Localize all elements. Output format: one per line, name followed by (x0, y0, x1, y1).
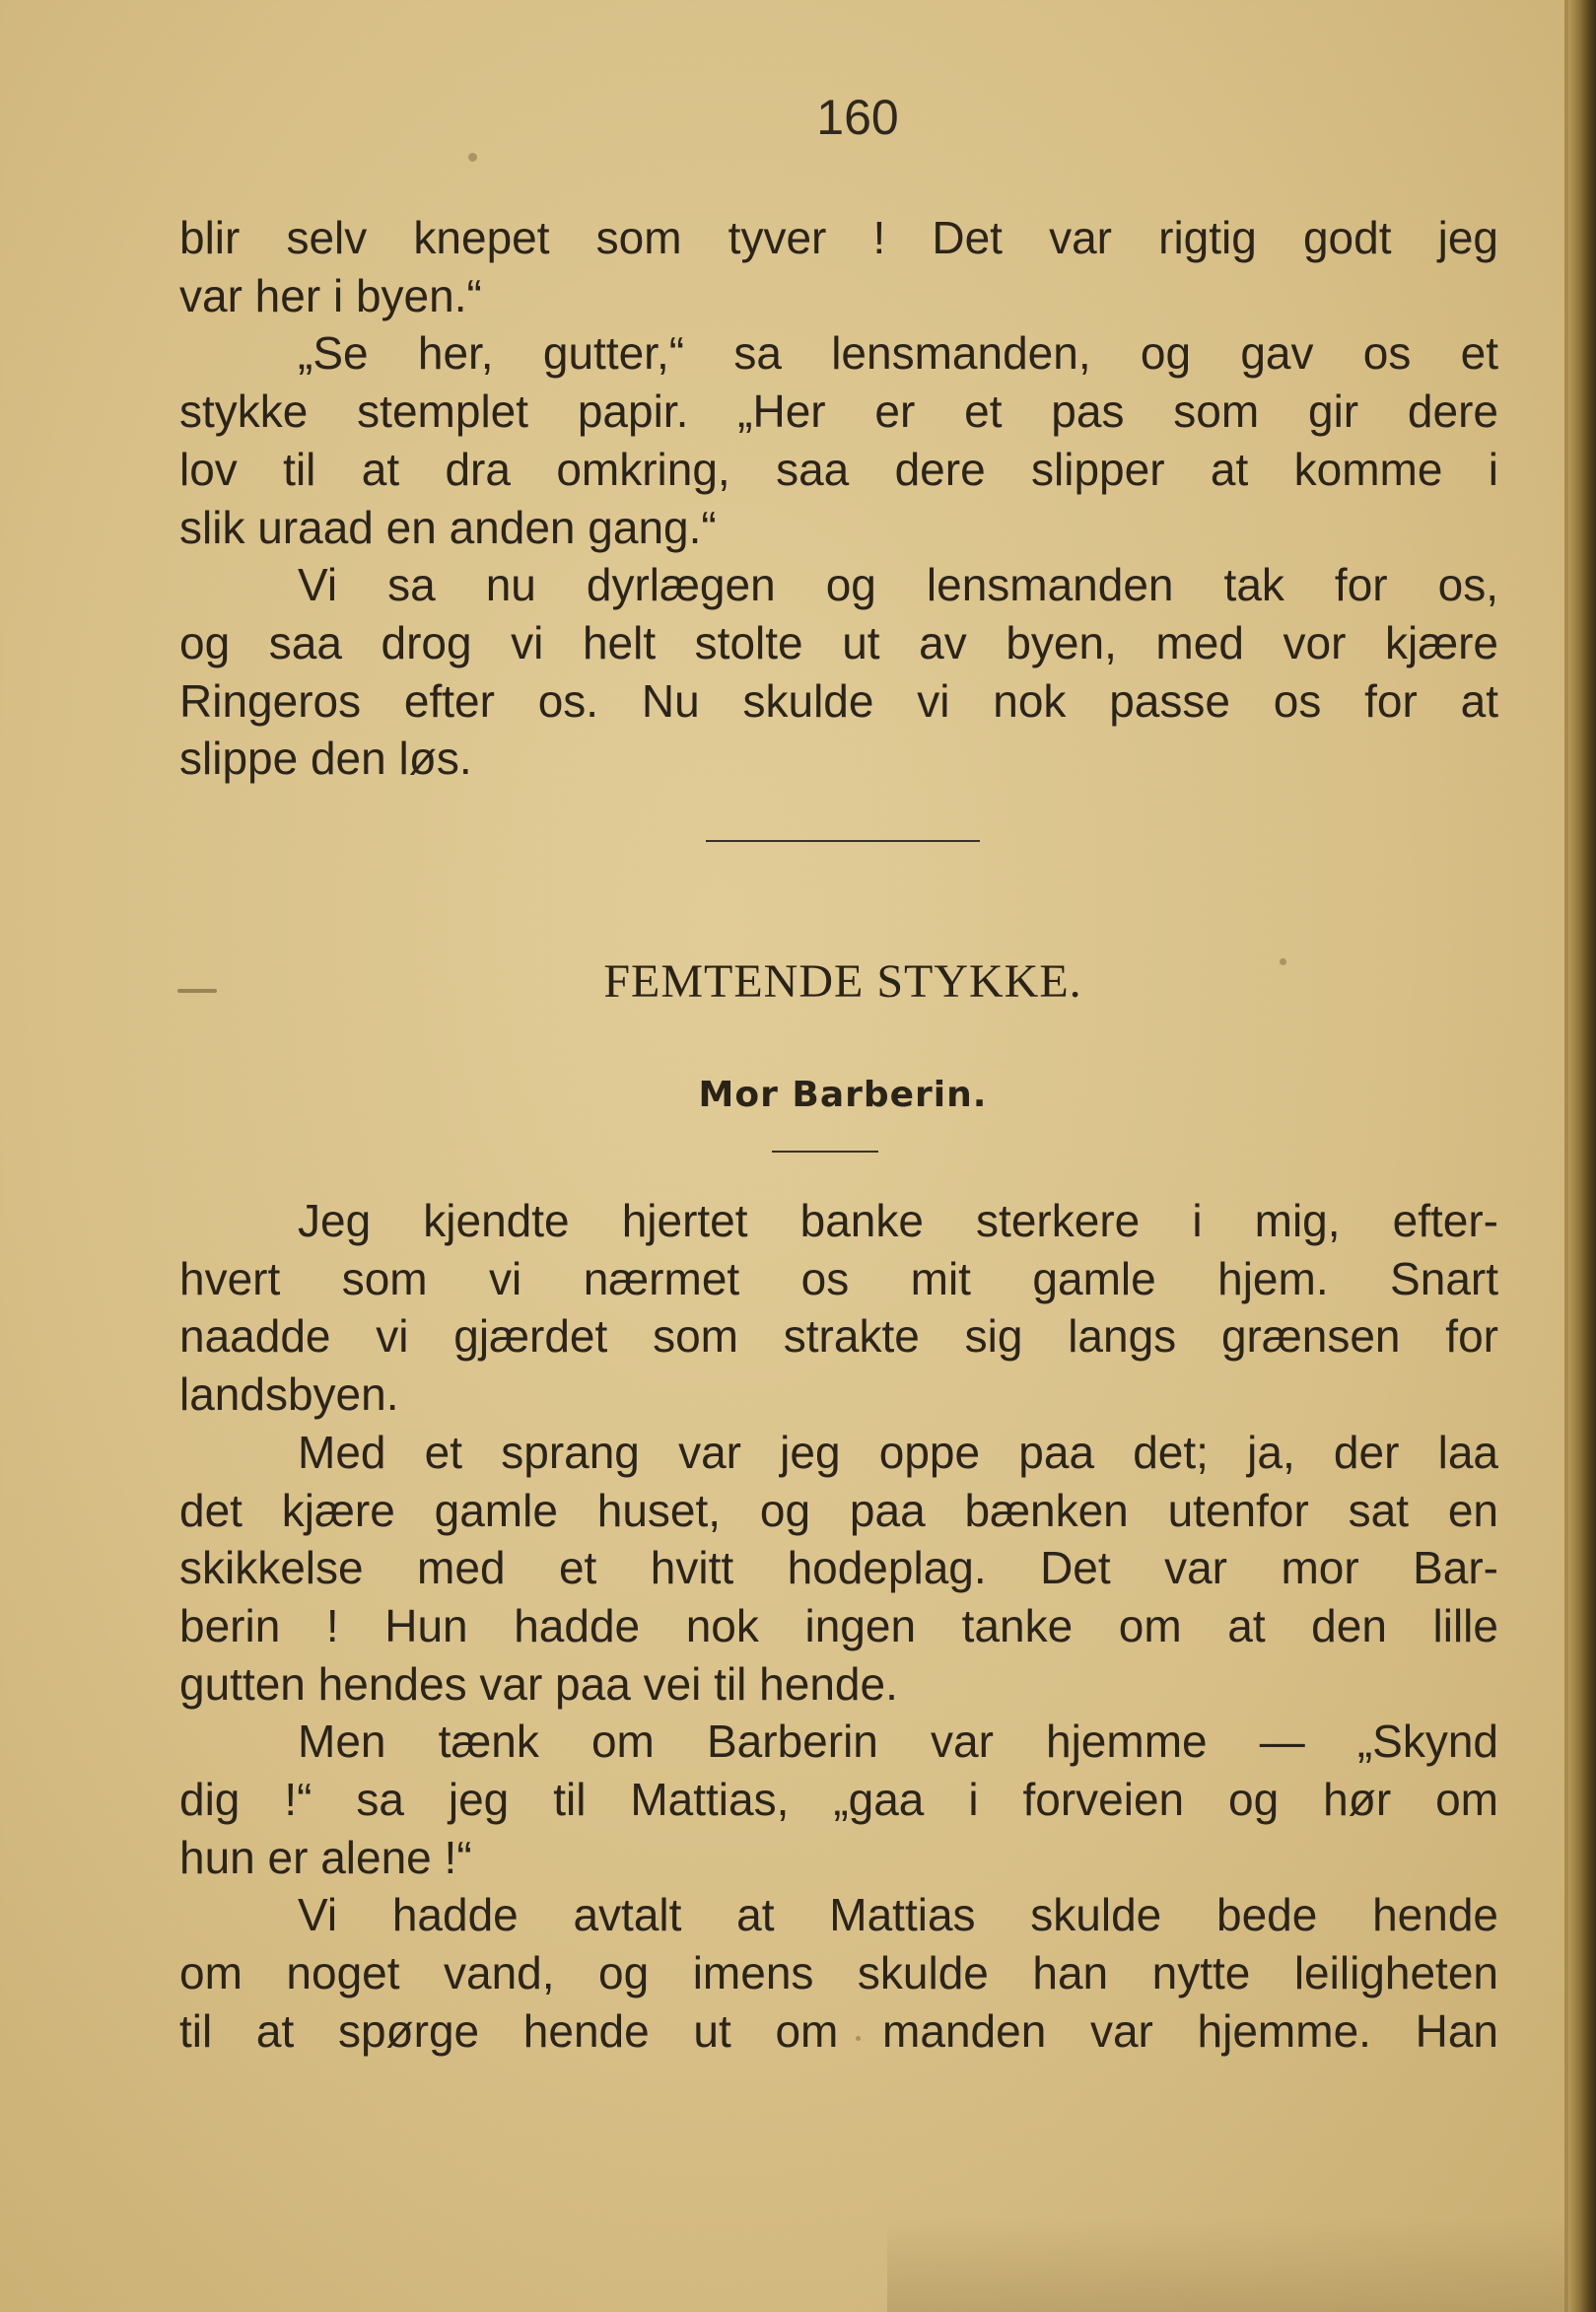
text-line: Ringeros efter os. Nu skulde vi nok passe os for at (179, 674, 1498, 727)
text-line: Vi hadde avtalt at Mattias skulde bede hende (298, 1889, 1498, 1941)
text-line: og saa drog vi helt stolte ut av byen, med vor kjære (179, 616, 1498, 668)
text-line: dig !“ sa jeg til Mattias, „gaa i forveien og hør om (179, 1774, 1498, 1826)
text-line: hvert som vi nærmet os mit gamle hjem. Snart (179, 1252, 1498, 1304)
text-line: landsbyen. (179, 1368, 399, 1421)
text-line: blir selv knepet som tyver ! Det var rigtig godt jeg (179, 212, 1498, 263)
text-line: skikkelse med et hvitt hodeplag. Det var mor Bar- (179, 1542, 1498, 1594)
text-line: Jeg kjendte hjertet banke sterkere i mig, efter- (298, 1195, 1498, 1246)
text-line: berin ! Hun hadde nok ingen tanke om at den lille (179, 1599, 1498, 1651)
text-line: var her i byen.“ (179, 269, 482, 321)
text-line: naadde vi gjærdet som strakte sig langs grænsen for (179, 1310, 1498, 1363)
text-line: om noget vand, og imens skulde han nytte leiligheten (179, 1947, 1498, 1999)
paper-speck (468, 153, 477, 162)
section-divider (706, 840, 980, 842)
book-spine-edge (1568, 0, 1596, 2312)
chapter-subtitle: Mor Barberin. (698, 1075, 988, 1115)
subtitle-divider (772, 1151, 878, 1153)
text-line: til at spørge hende ut om manden var hjemme. Han (179, 2004, 1498, 2057)
page-number: 160 (816, 90, 899, 145)
text-line: Men tænk om Barberin var hjemme — „Skynd (298, 1716, 1498, 1768)
text-line: gutten hendes var paa vei til hende. (179, 1657, 898, 1710)
text-line: Med et sprang var jeg oppe paa det; ja, der laa (298, 1426, 1498, 1478)
text-section-1 (179, 209, 1498, 788)
text-line: stykke stemplet papir. „Her er et pas som gir dere (179, 385, 1498, 438)
text-line: slik uraad en anden gang.“ (179, 501, 717, 553)
text-line: slippe den løs. (179, 733, 472, 785)
page-shadow (887, 2218, 1567, 2312)
text-line: „Se her, gutter,“ sa lensmanden, og gav os et (298, 327, 1498, 380)
chapter-title: FEMTENDE STYKKE. (603, 955, 1082, 1008)
text-line: lov til at dra omkring, saa dere slipper at komme i (179, 443, 1498, 495)
text-line: Vi sa nu dyrlægen og lensmanden tak for os, (298, 559, 1498, 611)
text-line: hun er alene !“ (179, 1831, 472, 1883)
text-line: det kjære gamle huset, og paa bænken utenfor sat en (179, 1484, 1498, 1536)
text-section-2 (179, 1192, 1498, 2061)
